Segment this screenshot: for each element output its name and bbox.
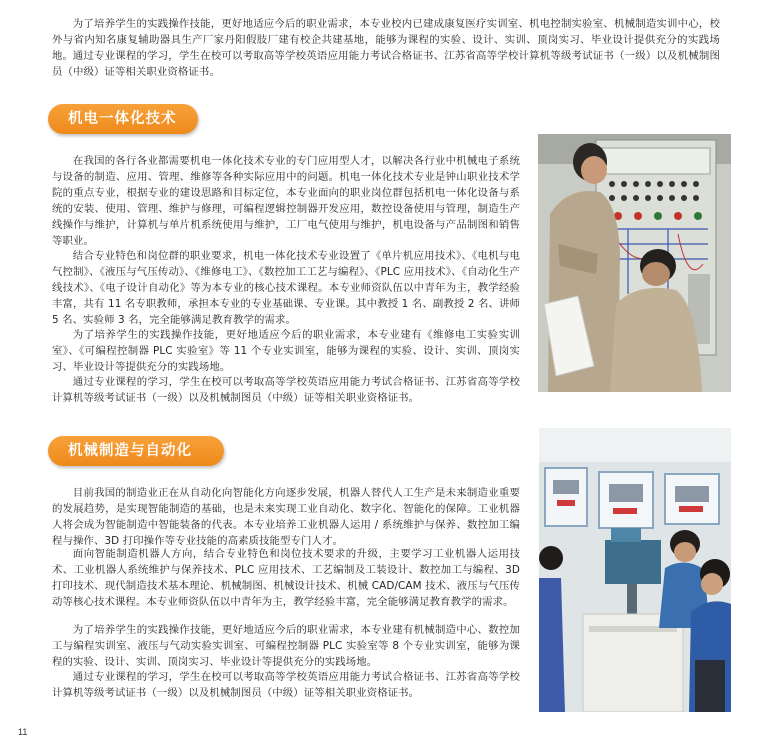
section-title-mechanical-manufacturing: 机械制造与自动化 xyxy=(48,436,224,466)
manufacturing-paragraph-3: 为了培养学生的实践操作技能，更好地适应今后的职业需求，本专业建有机械制造中心、数控加工与编程实训室、液压与气动实验实训室、可编程控制器 PLC 实验室等 8 个专业实训室，能够为课程的实验、设计、实训、顶岗实习、毕业设计等提供充分的实践场地。 xyxy=(52,624,520,669)
mechatronics-paragraph-4: 通过专业课程的学习，学生在校可以考取高等学校英语应用能力考试合格证书、江苏省高等学校计算机等级考试证书（一级）以及机械制图员（中级）证等相关职业资格证书。 xyxy=(52,376,520,405)
mechatronics-paragraph-1: 在我国的各行各业都需要机电一体化技术专业的专门应用型人才，以解决各行业中机械电子系统与设备的制造、应用、管理、维修等各种实际应用中的问题。机电一体化技术专业是钟山职业技术学院的重点专业，根据专业的建设思路和目标定位，本专业面向的职业岗位群包括机电一体化设备与系统的安装、使用、管理、维护与修理，可编程逻辑控制器开发应用，数控设备使用与管理，制造生产线操作与维护，计算机与单片机系统使用与维护，工厂电气使用与维护，机电设备与产品制图和销售等职业。 xyxy=(52,155,520,248)
photo-electrical-panel-students xyxy=(538,134,731,392)
intro-paragraph-2: 通过专业课程的学习，学生在校可以考取高等学校英语应用能力考试合格证书、江苏省高等学校计算机等级考试证书（一级）以及机械制图员（中级）证等相关职业资格证书。 xyxy=(52,50,720,79)
manufacturing-paragraph-2: 面向智能制造机器人方向，结合专业特色和岗位技术要求的升级，主要学习工业机器人运用技术、工业机器人系统维护与保养技术、PLC 应用技术、工艺编制及工装设计、数控加工与编程、3D 打印技术、现代制造技术基本理论、机械制图、机械设计技术、机械 CAD/CAM 技术、液压与气压传动等核心技术课程。本专业师资队伍以中青年为主，教学经验丰富，完全能够满足教育教学的需求。 xyxy=(52,548,520,609)
manufacturing-paragraph-1: 目前我国的制造业正在从自动化向智能化方向逐步发展，机器人替代人工生产是未来制造业重要的发展趋势，是实现智能制造的基础，也是未来实现工业自动化、数字化、智能化的保障。工业机器人将会成为智能制造中智能装备的代表。本专业培养工业机器人运用 / 系统维护与保养、数控加工编程与操作、3D 打印操作等专业技能的高素质技能型专门人才。 xyxy=(52,487,520,548)
section-title-mechatronics: 机电一体化技术 xyxy=(48,104,198,134)
mechatronics-paragraph-2: 结合专业特色和岗位群的职业要求，机电一体化技术专业设置了《单片机应用技术》、《电机与电气控制》、《液压与气压传动》、《维修电工》、《数控加工工艺与编程》、《PLC 应用技术》、《自动化生产线技术》、《电子设计自动化》等为本专业的核心技术课程。本专业师资队伍以中青年为主，教学经验丰富，共有 11 名专职教师，承担本专业的专业基础课、专业课。其中教授 1 名、副教授 2 名、讲师 5 名、实验师 3 名，完全能够满足教育教学的需求。 xyxy=(52,250,520,327)
manufacturing-paragraph-4: 通过专业课程的学习，学生在校可以考取高等学校英语应用能力考试合格证书、江苏省高等学校计算机等级考试证书（一级）以及机械制图员（中级）证等相关职业资格证书。 xyxy=(52,671,520,700)
photo-manufacturing-lab-students xyxy=(539,428,731,712)
page-number: 11 xyxy=(18,727,28,737)
intro-paragraph-1: 为了培养学生的实践操作技能，更好地适应今后的职业需求，本专业校内已建成康复医疗实训室、机电控制实验室、机械制造实训中心，校外与省内知名康复辅助器具生产厂家丹阳假肢厂建有校企共建基地，能够为课程的实验、设计、实训、顶岗实习、毕业设计提供充分的实践场地。 xyxy=(52,18,720,63)
mechatronics-paragraph-3: 为了培养学生的实践操作技能，更好地适应今后的职业需求，本专业建有《维修电工实验实训室》、《可编程控制器 PLC 实验室》等 11 个专业实训室，能够为课程的实验、设计、实训、顶岗实习、毕业设计等提供充分的实践场地。 xyxy=(52,329,520,374)
